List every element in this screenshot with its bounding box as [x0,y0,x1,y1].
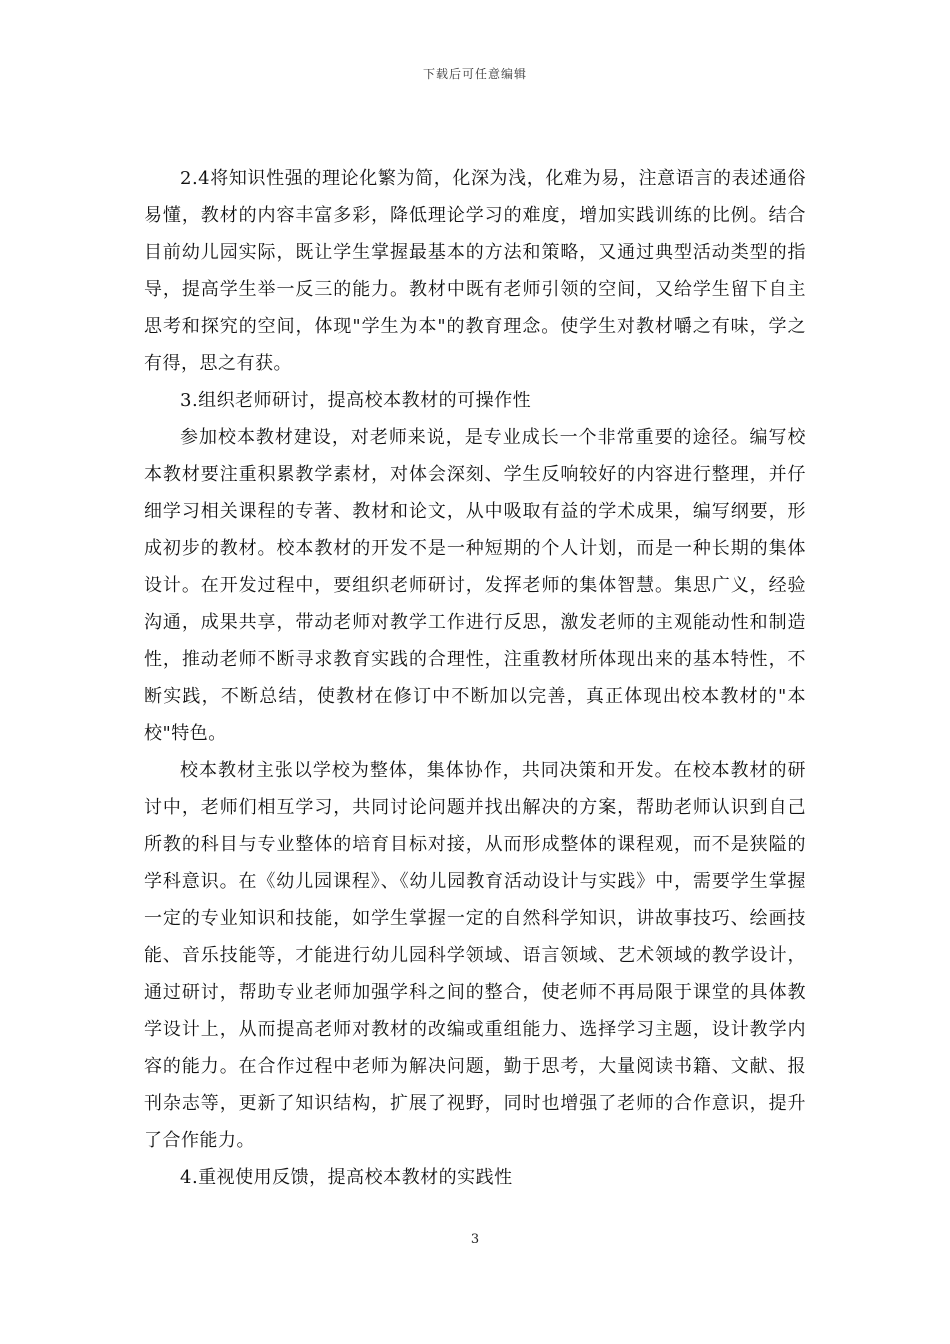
paragraph-teacher-research: 参加校本教材建设，对老师来说，是专业成长一个非常重要的途径。编写校本教材要注重积累教学素材，对体会深刻、学生反响较好的内容进行整理，并仔细学习相关课程的专著、教材和论文，从中吸取有益的学术成果，编写纲要，形成初步的教材。校本教材的开发不是一种短期的个人计划，而是一种长期的集体设计。在开发过程中，要组织老师研讨，发挥老师的集体智慧。集思广义，经验沟通，成果共享，带动老师对教学工作进行反思，激发老师的主观能动性和制造性，推动老师不断寻求教育实践的合理性，注重教材所体现出来的基本特性，不断实践，不断总结，使教材在修订中不断加以完善，真正体现出校本教材的"本校"特色。 [144,427,806,744]
page-number: 3 [470,1232,480,1247]
section-heading-4: 4.重视使用反馈，提高校本教材的实践性 [180,1167,513,1188]
document-body [144,160,806,1196]
section-heading-3: 3.组织老师研讨，提高校本教材的可操作性 [180,390,532,411]
page-header: 下载后可任意编辑 [422,67,527,81]
paragraph-collaboration: 校本教材主张以学校为整体，集体协作，共同决策和开发。在校本教材的研讨中，老师们相互学习，共同讨论问题并找出解决的方案，帮助老师认识到自己所教的科目与专业整体的培育目标对接，从而形成整体的课程观，而不是狭隘的学科意识。在《幼儿园课程》、《幼儿园教育活动设计与实践》中，需要学生掌握一定的专业知识和技能，如学生掌握一定的自然科学知识，讲故事技巧、绘画技能、音乐技能等，才能进行幼儿园科学领域、语言领域、艺术领域的教学设计，通过研讨，帮助专业老师加强学科之间的整合，使老师不再局限于课堂的具体教学设计上，从而提高老师对教材的改编或重组能力、选择学习主题，设计教学内容的能力。在合作过程中老师为解决问题，勤于思考，大量阅读书籍、文献、报刊杂志等，更新了知识结构，扩展了视野，同时也增强了老师的合作意识，提升了合作能力。 [144,760,806,1151]
paragraph-2-4: 2.4将知识性强的理论化繁为简，化深为浅，化难为易，注意语言的表述通俗易懂，教材的内容丰富多彩，降低理论学习的难度，增加实践训练的比例。结合目前幼儿园实际，既让学生掌握最基本的方法和策略，又通过典型活动类型的指导，提高学生举一反三的能力。教材中既有老师引领的空间，又给学生留下自主思考和探究的空间，体现"学生为本"的教育理念。使学生对教材嚼之有味，学之有得，思之有获。 [144,168,806,374]
